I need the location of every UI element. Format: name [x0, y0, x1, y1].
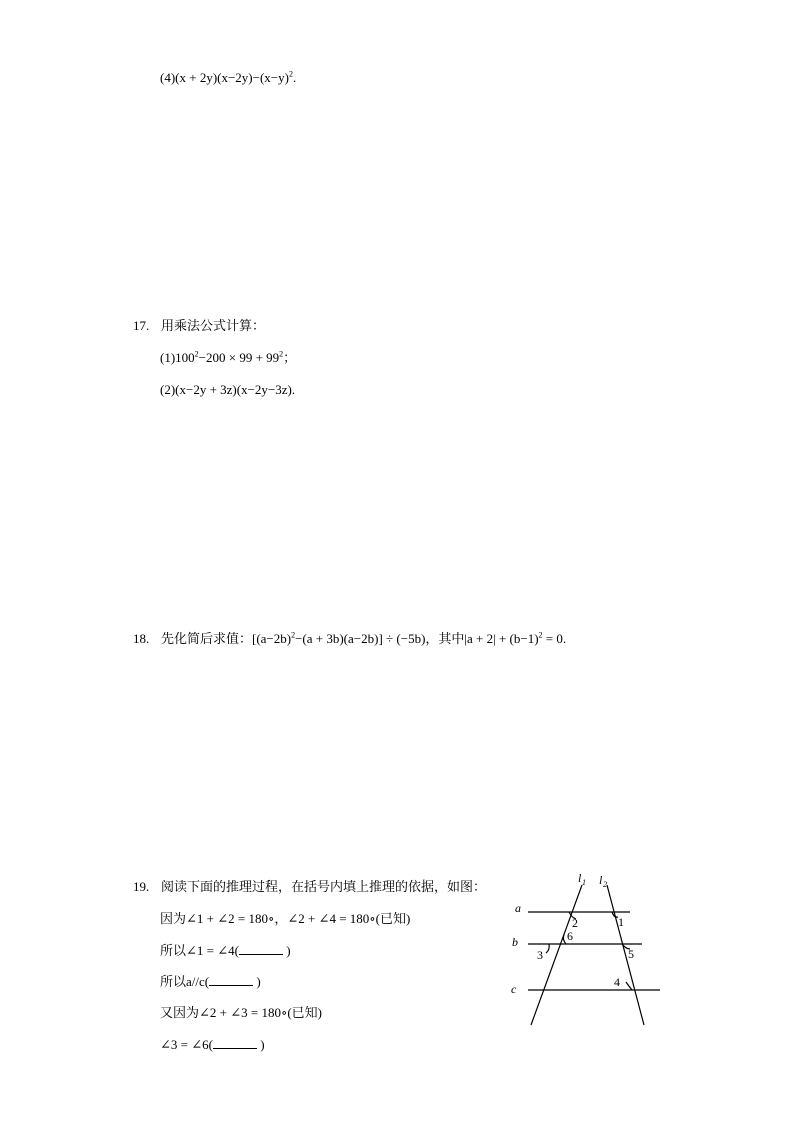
answer-blank[interactable]: [209, 974, 253, 986]
reasoning-line-4: [160, 1005, 322, 1021]
reasoning-line-3: [160, 974, 261, 990]
problem-18: [133, 631, 566, 647]
label-l1-subscript: 1: [582, 878, 586, 887]
problem-16-part-4: [160, 70, 296, 86]
problem-17-part-1: [160, 350, 296, 366]
angle-label-4: 4: [614, 975, 620, 989]
problem-prompt: 阅读下面的推理过程，在括号内填上推理的依据，如图：: [161, 879, 487, 894]
reasoning-line-1: [160, 911, 410, 927]
expr-text: −(a + 3b)(a−2b)] ÷ (−5b)，其中|a + 2| + (b−1): [295, 631, 539, 646]
reasoning-text: 所以∠1 = ∠4(: [160, 943, 239, 958]
problem-number: 17.: [133, 318, 150, 333]
problem-19-title: [133, 879, 486, 895]
problem-number: 19.: [133, 879, 150, 894]
angle-label-3: 3: [537, 948, 543, 962]
angle-5-arc: [622, 944, 630, 949]
label-line-a: a: [515, 901, 521, 915]
expr-text: 先化简后求值：[(a−2b): [161, 631, 292, 646]
expr-text: (2)(x−2y + 3z)(x−2y−3z).: [160, 382, 296, 397]
reasoning-text: 因为∠1 + ∠2 = 180∘，∠2 + ∠4 = 180∘(已知): [160, 911, 411, 926]
problem-17-part-2: [160, 382, 295, 398]
exponent: 2: [291, 630, 296, 640]
exponent: 2: [194, 349, 199, 359]
reasoning-line-2: [160, 943, 291, 959]
angle-label-5: 5: [628, 947, 634, 961]
expr-text: −200 × 99 + 99: [198, 350, 280, 365]
angle-label-2: 2: [572, 916, 578, 930]
angle-6-arc: [563, 935, 566, 944]
reasoning-text: ): [256, 974, 261, 989]
exponent: 2: [538, 630, 543, 640]
angle-label-1: 1: [618, 915, 624, 929]
reasoning-text: 又因为∠2 + ∠3 = 180∘(已知): [160, 1005, 322, 1020]
reasoning-text: ): [260, 1037, 265, 1052]
exponent: 2: [279, 349, 284, 359]
angle-1-arc: [612, 912, 618, 917]
reasoning-text: 所以a//c(: [160, 974, 210, 989]
problem-prompt: 用乘法公式计算：: [161, 318, 266, 333]
label-line-b: b: [512, 935, 518, 949]
answer-blank[interactable]: [213, 1037, 257, 1049]
answer-blank[interactable]: [239, 943, 283, 955]
label-line-c: c: [511, 982, 517, 996]
angle-label-6: 6: [567, 929, 573, 943]
expr-text: (1)100: [160, 350, 195, 365]
reasoning-line-5: [160, 1037, 265, 1053]
angle-2-arc: [569, 912, 576, 919]
problem-number: 18.: [133, 631, 150, 646]
expr-end: .: [292, 70, 297, 85]
expr-end: = 0.: [542, 631, 567, 646]
angle-3-arc: [546, 944, 549, 953]
label-l2-subscript: 2: [603, 880, 607, 889]
reasoning-text: ∠3 = ∠6(: [160, 1037, 213, 1052]
label-l1: l: [578, 871, 582, 885]
expr-end: ；: [283, 350, 297, 365]
exponent: 2: [288, 69, 293, 79]
transversal-l2: [607, 885, 644, 1025]
label-l2: l: [599, 873, 603, 887]
reasoning-text: ): [286, 943, 291, 958]
expr-text: (4)(x + 2y)(x−2y)−(x−y): [160, 70, 289, 85]
problem-17-title: [133, 318, 265, 334]
angle-4-arc: [626, 982, 632, 990]
transversal-l1: [531, 885, 582, 1025]
